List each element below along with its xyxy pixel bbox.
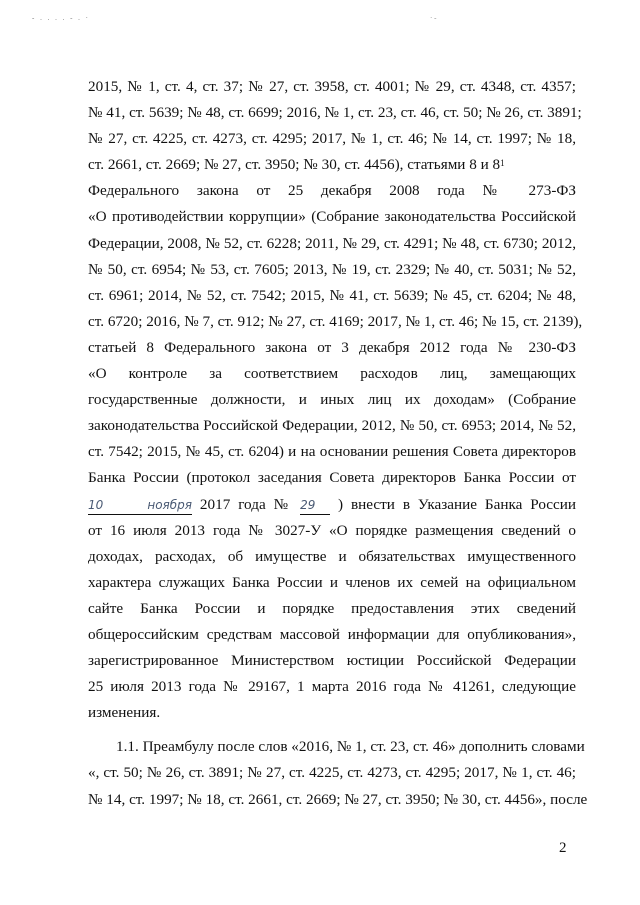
text-line-content: ст. 2661, ст. 2669; № 27, ст. 3950; № 30, ст. 4456), статьями 8 и 8 [88, 156, 501, 174]
text-line: ст. 6961; 2014, № 52, ст. 7542; 2015, № 41, ст. 5639; № 45, ст. 6204; № 48, [88, 286, 576, 304]
text-line: государственные должности, и иных лиц их доходам» (Собрание [88, 391, 576, 409]
document-body [88, 74, 588, 813]
text-line: «, ст. 50; № 26, ст. 3891; № 27, ст. 4225, ст. 4273, ст. 4295; 2017, № 1, ст. 46; [88, 764, 576, 782]
text-line: «О контроле за соответствием расходов лиц, замещающих [88, 365, 576, 383]
text-line: доходах, расходах, об имуществе и обязательствах имущественного [88, 547, 576, 565]
tail-text: ) внести в Указание Банка России [338, 495, 577, 513]
text-line: № 14, ст. 1997; № 18, ст. 2661, ст. 2669; № 27, ст. 3950; № 30, ст. 4456», после [88, 790, 588, 808]
text-line: от 16 июля 2013 года № 3027-У «О порядке размещения сведений о [88, 521, 576, 539]
text-line: Банка России (протокол заседания Совета директоров Банка России от [88, 469, 576, 487]
text-line: № 27, ст. 4225, ст. 4273, ст. 4295; 2017, № 1, ст. 46; № 14, ст. 1997; № 18, [88, 130, 576, 148]
text-line: «О противодействии коррупции» (Собрание законодательства Российской [88, 208, 576, 226]
text-line: 2015, № 1, ст. 4, ст. 37; № 27, ст. 3958, ст. 4001; № 29, ст. 4348, ст. 4357; [88, 78, 576, 95]
text-line: сайте Банка России и порядке предоставления этих сведений [88, 599, 576, 617]
handwritten-number-field [300, 496, 330, 515]
filled-in-line [88, 492, 576, 518]
text-line: № 50, ст. 6954; № 53, ст. 7605; 2013, № 19, ст. 2329; № 40, ст. 5031; № 52, [88, 260, 576, 278]
text-line: Федерального закона от 25 декабря 2008 года № 273-ФЗ [88, 182, 576, 200]
text-line: характера служащих Банка России и членов их семей на официальном [88, 573, 576, 591]
handwritten-number: 29 [300, 497, 316, 512]
handwritten-date-field [88, 496, 192, 515]
text-line: зарегистрированное Министерством юстиции Российской Федерации [88, 652, 576, 670]
text-line: ст. 7542; 2015, № 45, ст. 6204) и на основании решения Совета директоров [88, 443, 576, 461]
superscript: 1 [500, 158, 505, 169]
text-line: Федерации, 2008, № 52, ст. 6228; 2011, № 29, ст. 4291; № 48, ст. 6730; 2012, [88, 234, 576, 252]
text-line: 25 июля 2013 года № 29167, 1 марта 2016 года № 41261, следующие [88, 678, 576, 696]
page-number: 2 [559, 840, 567, 856]
handwritten-date: 10 ноября [88, 497, 192, 512]
text-line: 1.1. Преамбулу после слов «2016, № 1, ст. 23, ст. 46» дополнить словами [116, 738, 585, 756]
scan-artifact-right: · - [430, 14, 437, 22]
text-line: законодательства Российской Федерации, 2012, № 50, ст. 6953; 2014, № 52, [88, 417, 576, 435]
text-line [88, 152, 576, 178]
text-line: изменения. [88, 704, 161, 722]
text-line: № 41, ст. 5639; № 48, ст. 6699; 2016, № 1, ст. 23, ст. 46, ст. 50; № 26, ст. 3891; [88, 104, 582, 122]
year-text: 2017 года № [199, 495, 293, 513]
scan-artifact: - . . . . - . · [32, 14, 90, 22]
text-line: общероссийским средствам массовой информации для опубликования», [88, 625, 576, 643]
text-line: ст. 6720; 2016, № 7, ст. 912; № 27, ст. 4169; 2017, № 1, ст. 46; № 15, ст. 2139), [88, 312, 583, 330]
text-line: статьей 8 Федерального закона от 3 декабря 2012 года № 230-ФЗ [88, 338, 576, 356]
